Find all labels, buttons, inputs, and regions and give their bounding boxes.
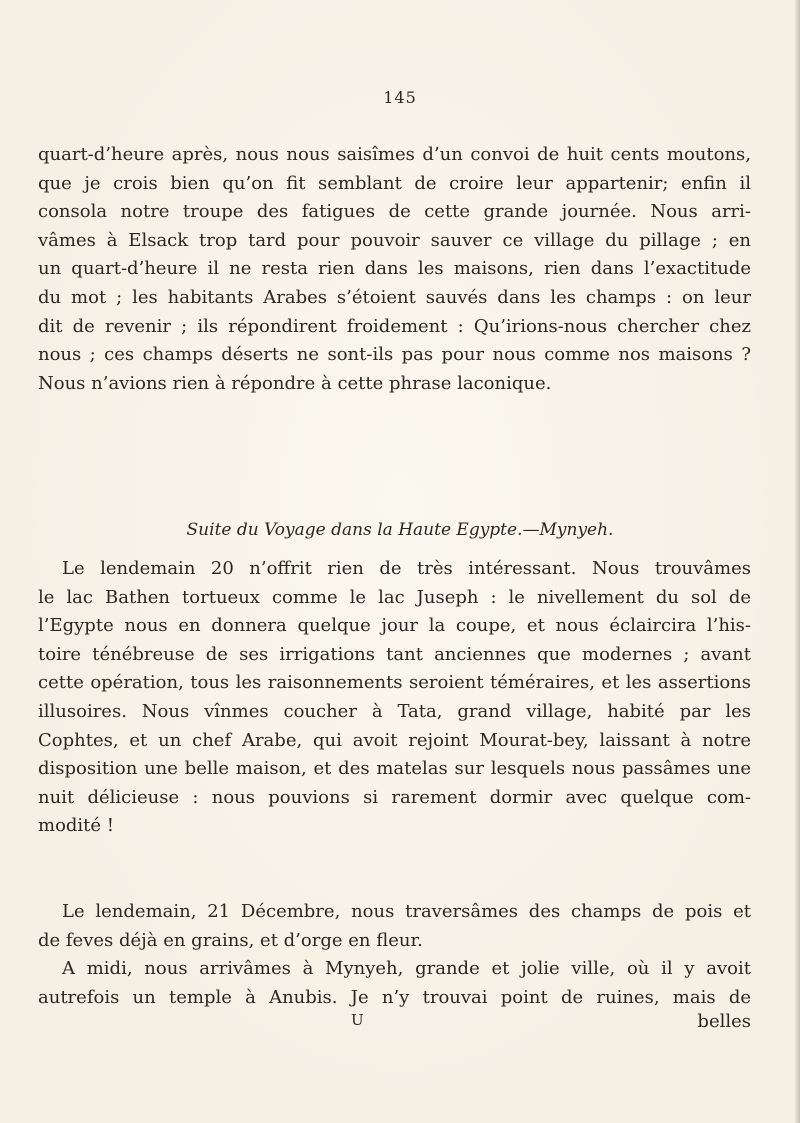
paragraph-lac-bathen bbox=[38, 555, 751, 841]
text-line: A midi, nous arrivâmes à Mynyeh, grande et jolie ville, où il y avoit bbox=[62, 958, 751, 979]
text-line: nous ; ces champs déserts ne sont-ils pas pour nous comme nos maisons ? bbox=[38, 344, 751, 366]
text-line: l’Egypte nous en donnera quelque jour la coupe, et nous éclaircira l’his- bbox=[38, 615, 751, 637]
paragraph-mynyeh bbox=[38, 955, 751, 1012]
text-line: nuit délicieuse : nous pouvions si rarement dormir avec quelque com- bbox=[38, 786, 751, 808]
text-line: toire ténébreuse de ses irrigations tant anciennes que modernes ; avant bbox=[38, 643, 751, 665]
page-edge bbox=[794, 0, 800, 1123]
text-line: illusoires. Nous vînmes coucher à Tata, grand village, habité par les bbox=[38, 700, 751, 722]
text-line: de feves déjà en grains, et d’orge en fleur. bbox=[38, 929, 423, 951]
section-heading: Suite du Voyage dans la Haute Egypte.—Mynyeh. bbox=[186, 520, 614, 540]
text-line: Cophtes, et un chef Arabe, qui avoit rejoint Mourat-bey, laissant à notre bbox=[38, 729, 751, 751]
page-number: 145 bbox=[383, 88, 417, 107]
text-line: autrefois un temple à Anubis. Je n’y trouvai point de ruines, mais de bbox=[38, 986, 751, 1008]
paragraph-convoy bbox=[38, 141, 751, 398]
text-line: Le lendemain, 21 Décembre, nous traversâmes des champs de pois et bbox=[62, 901, 751, 922]
text-line: le lac Bathen tortueux comme le lac Juseph : le nivellement du sol de bbox=[38, 586, 751, 608]
signature-mark: U bbox=[351, 1011, 365, 1029]
text-line: consola notre troupe des fatigues de cette grande journée. Nous arri- bbox=[38, 201, 751, 223]
catchword: belles bbox=[697, 1011, 751, 1032]
text-line: disposition une belle maison, et des matelas sur lesquels nous passâmes une bbox=[38, 758, 751, 780]
text-line: du mot ; les habitants Arabes s’étoient sauvés dans les champs : on leur bbox=[38, 286, 751, 308]
text-line: un quart-d’heure il ne resta rien dans les maisons, rien dans l’exactitude bbox=[38, 258, 751, 280]
text-line: Le lendemain 20 n’offrit rien de très intéressant. Nous trouvâmes bbox=[62, 558, 751, 579]
paragraph-december-21 bbox=[38, 898, 751, 955]
text-line: quart-d’heure après, nous nous saisîmes d’un convoi de huit cents moutons, bbox=[38, 144, 751, 165]
text-line: que je crois bien qu’on fit semblant de croire leur appartenir; enfin il bbox=[38, 172, 751, 194]
text-line: Nous n’avions rien à répondre à cette phrase laconique. bbox=[38, 372, 552, 394]
text-line: modité ! bbox=[38, 815, 115, 837]
text-line: dit de revenir ; ils répondirent froidement : Qu’irions-nous chercher chez bbox=[38, 315, 751, 337]
text-line: vâmes à Elsack trop tard pour pouvoir sauver ce village du pillage ; en bbox=[38, 229, 751, 251]
text-line: cette opération, tous les raisonnements seroient téméraires, et les assertions bbox=[38, 672, 751, 694]
